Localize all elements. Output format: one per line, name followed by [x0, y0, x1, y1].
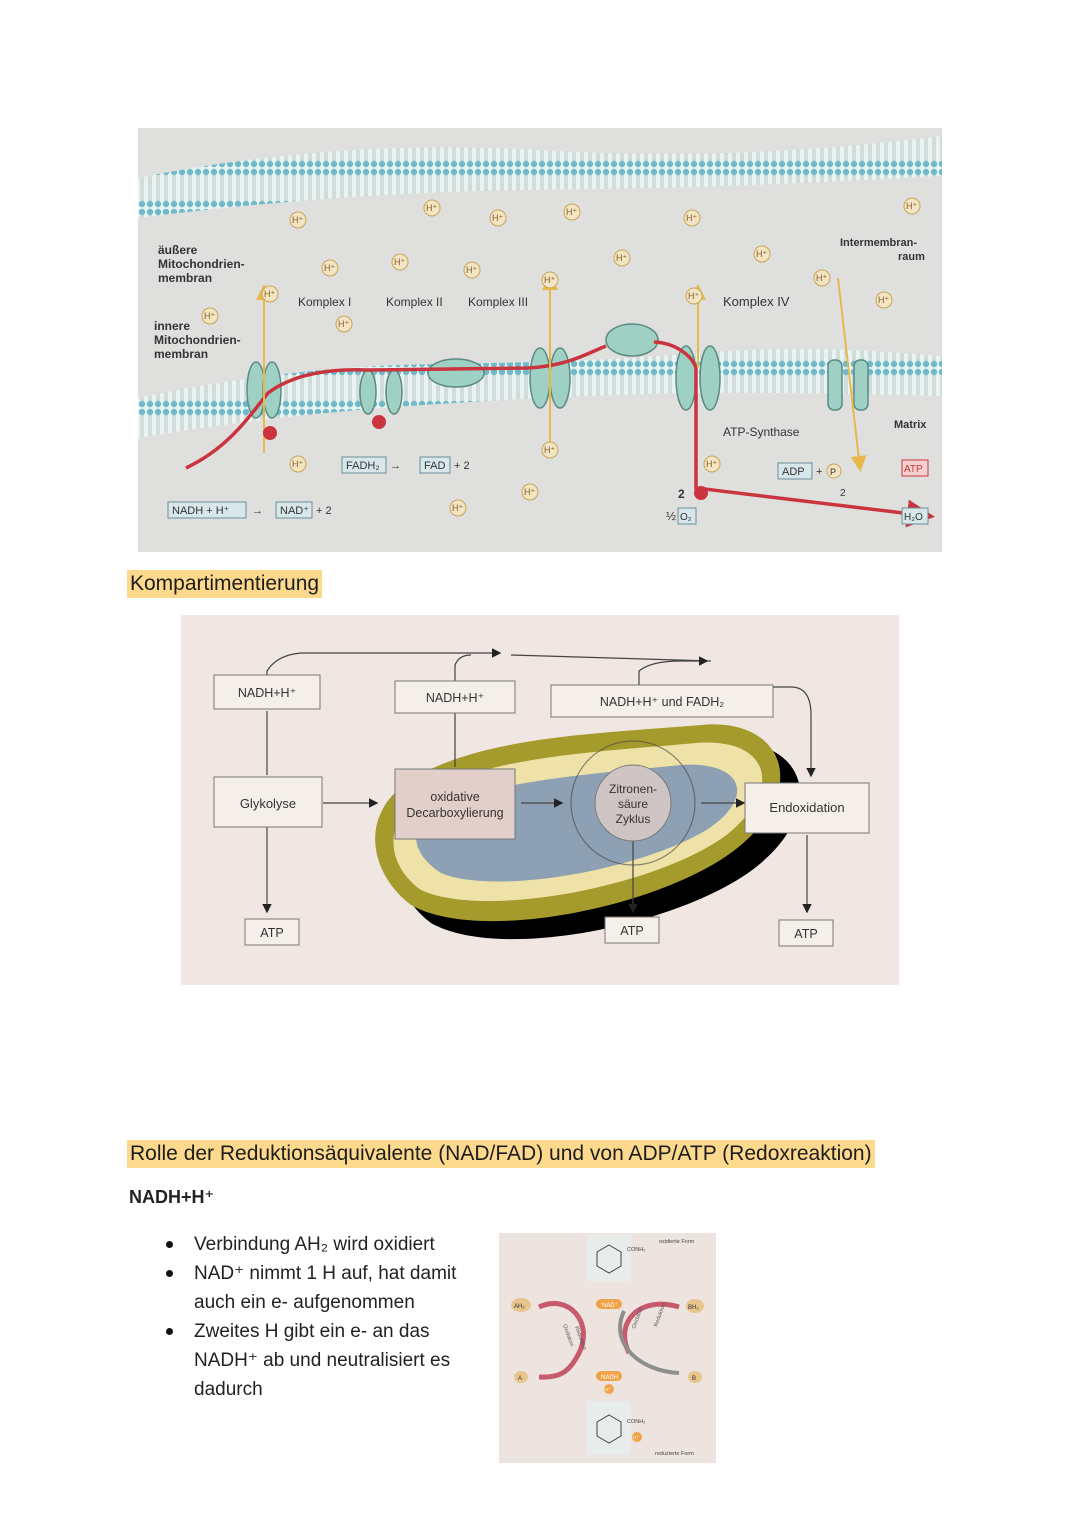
ubiquinone: [428, 359, 484, 387]
svg-text:Glykolyse: Glykolyse: [239, 796, 297, 811]
complex3-label: Komplex III: [468, 295, 529, 309]
svg-text:NADH + H⁺: NADH + H⁺: [172, 505, 230, 517]
svg-text:Oxidation: Oxidation: [631, 1305, 645, 1330]
svg-text:ADP: ADP: [782, 466, 805, 478]
svg-text:Zyklus: Zyklus: [615, 812, 651, 826]
etc-diagram: [138, 128, 942, 552]
inner-membrane-label: innere: [154, 319, 191, 333]
svg-text:2: 2: [678, 487, 685, 501]
nad-redox-diagram: [499, 1233, 716, 1463]
svg-text:membran: membran: [158, 271, 213, 285]
svg-text:FAD: FAD: [424, 460, 446, 472]
svg-text:Reduktion: Reduktion: [573, 1325, 588, 1351]
complex4-label: Komplex IV: [723, 294, 790, 309]
svg-text:oxidative: oxidative: [430, 790, 480, 804]
svg-text:raum: raum: [898, 251, 925, 263]
svg-text:Reduktion: Reduktion: [653, 1302, 668, 1328]
svg-text:NADH: NADH: [601, 1375, 619, 1381]
svg-text:FADH₂: FADH₂: [346, 460, 380, 472]
bullet-item: NAD⁺ nimmt 1 H auf, hat damit auch ein e- aufgenommen: [164, 1259, 474, 1317]
svg-text:H⁺: H⁺: [324, 263, 336, 273]
compartment-diagram: [181, 615, 899, 985]
svg-text:H⁺: H⁺: [605, 1387, 611, 1392]
svg-text:H⁺: H⁺: [394, 257, 406, 267]
svg-text:ATP: ATP: [620, 924, 644, 938]
svg-text:H⁺: H⁺: [706, 459, 718, 469]
svg-text:ATP: ATP: [260, 926, 284, 940]
svg-text:→: →: [252, 505, 263, 517]
svg-text:säure: säure: [617, 797, 649, 811]
svg-text:2: 2: [840, 488, 846, 499]
svg-text:H⁺: H⁺: [264, 289, 276, 299]
nadh-subheading: NADH+H⁺: [129, 1187, 215, 1207]
svg-text:O₂: O₂: [680, 512, 692, 523]
svg-text:H⁺: H⁺: [492, 213, 504, 223]
svg-text:+ 2: + 2: [454, 460, 470, 472]
svg-text:Mitochondrien-: Mitochondrien-: [154, 333, 241, 347]
svg-text:H⁺: H⁺: [616, 253, 628, 263]
svg-text:CONH₂: CONH₂: [627, 1419, 646, 1425]
svg-text:H⁺: H⁺: [633, 1435, 639, 1440]
svg-text:A: A: [518, 1376, 523, 1382]
svg-text:H⁺: H⁺: [816, 273, 828, 283]
svg-text:H⁺: H⁺: [292, 459, 304, 469]
svg-text:H⁺: H⁺: [204, 311, 216, 321]
svg-text:H⁺: H⁺: [688, 291, 700, 301]
svg-text:reduzierte Form: reduzierte Form: [655, 1451, 694, 1457]
intermembrane-label: Intermembran-: [840, 237, 918, 249]
svg-text:H⁺: H⁺: [544, 275, 556, 285]
svg-text:H⁺: H⁺: [566, 207, 578, 217]
svg-text:Mitochondrien-: Mitochondrien-: [158, 257, 245, 271]
svg-text:Decarboxylierung: Decarboxylierung: [406, 806, 504, 820]
svg-text:H⁺: H⁺: [338, 319, 350, 329]
cytochrome-c: [606, 324, 658, 356]
svg-text:→: →: [390, 460, 401, 472]
matrix-label: Matrix: [894, 419, 927, 431]
compartment-figure: [181, 615, 899, 985]
svg-text:NAD⁺: NAD⁺: [602, 1303, 618, 1309]
complex1-label: Komplex I: [298, 295, 352, 309]
svg-text:ATP: ATP: [904, 464, 923, 475]
complex2-label: Komplex II: [386, 295, 443, 309]
electron-transport-chain-figure: [138, 128, 942, 552]
svg-text:CONH₂: CONH₂: [627, 1247, 646, 1253]
svg-text:NADH+H⁺ und FADH₂: NADH+H⁺ und FADH₂: [599, 695, 725, 709]
svg-text:BH₂: BH₂: [688, 1305, 699, 1311]
bullet-item: Verbindung AH₂ wird oxidiert: [164, 1230, 474, 1259]
svg-text:oxidierte Form: oxidierte Form: [659, 1239, 695, 1245]
svg-text:H⁺: H⁺: [544, 445, 556, 455]
svg-text:H⁺: H⁺: [426, 203, 438, 213]
svg-text:+ 2: + 2: [316, 505, 332, 517]
outer-membrane-label: äußere: [158, 243, 198, 257]
svg-text:H⁺: H⁺: [524, 487, 536, 497]
svg-text:H⁺: H⁺: [466, 265, 478, 275]
bullet-item: Zweites H gibt ein e- an das NADH⁺ ab und neutralisiert es dadurch: [164, 1317, 474, 1404]
svg-text:B: B: [692, 1376, 697, 1382]
svg-text:H₂O: H₂O: [904, 512, 923, 523]
svg-text:H⁺: H⁺: [756, 249, 768, 259]
svg-text:H⁺: H⁺: [906, 201, 918, 211]
svg-text:NADH+H⁺: NADH+H⁺: [237, 686, 297, 700]
electron-dot: [694, 486, 708, 500]
section-heading-kompartimentierung: Kompartimentierung: [127, 570, 322, 598]
svg-text:Zitronen-: Zitronen-: [608, 782, 658, 796]
redox-bullet-list: [164, 1230, 474, 1404]
section-heading-redox: Rolle der Reduktionsäquivalente (NAD/FAD) und von ADP/ATP (Redoxreaktion): [127, 1140, 875, 1168]
svg-text:AH₂: AH₂: [514, 1304, 525, 1310]
svg-text:membran: membran: [154, 347, 209, 361]
svg-text:H⁺: H⁺: [292, 215, 304, 225]
svg-text:½: ½: [666, 509, 677, 523]
nad-redox-figure: [499, 1233, 716, 1463]
atp-synthase-label: ATP-Synthase: [723, 425, 800, 439]
svg-text:ATP: ATP: [794, 927, 818, 941]
svg-text:H⁺: H⁺: [878, 295, 890, 305]
svg-text:Oxidation: Oxidation: [561, 1323, 575, 1348]
svg-text:NAD⁺: NAD⁺: [280, 505, 310, 517]
svg-text:H⁺: H⁺: [686, 213, 698, 223]
svg-text:H⁺: H⁺: [452, 503, 464, 513]
svg-text:Endoxidation: Endoxidation: [769, 800, 845, 815]
ox-decarb-box: [395, 769, 515, 839]
svg-text:NADH+H⁺: NADH+H⁺: [425, 691, 485, 705]
svg-text:+: +: [816, 466, 823, 478]
svg-text:P: P: [830, 467, 837, 477]
